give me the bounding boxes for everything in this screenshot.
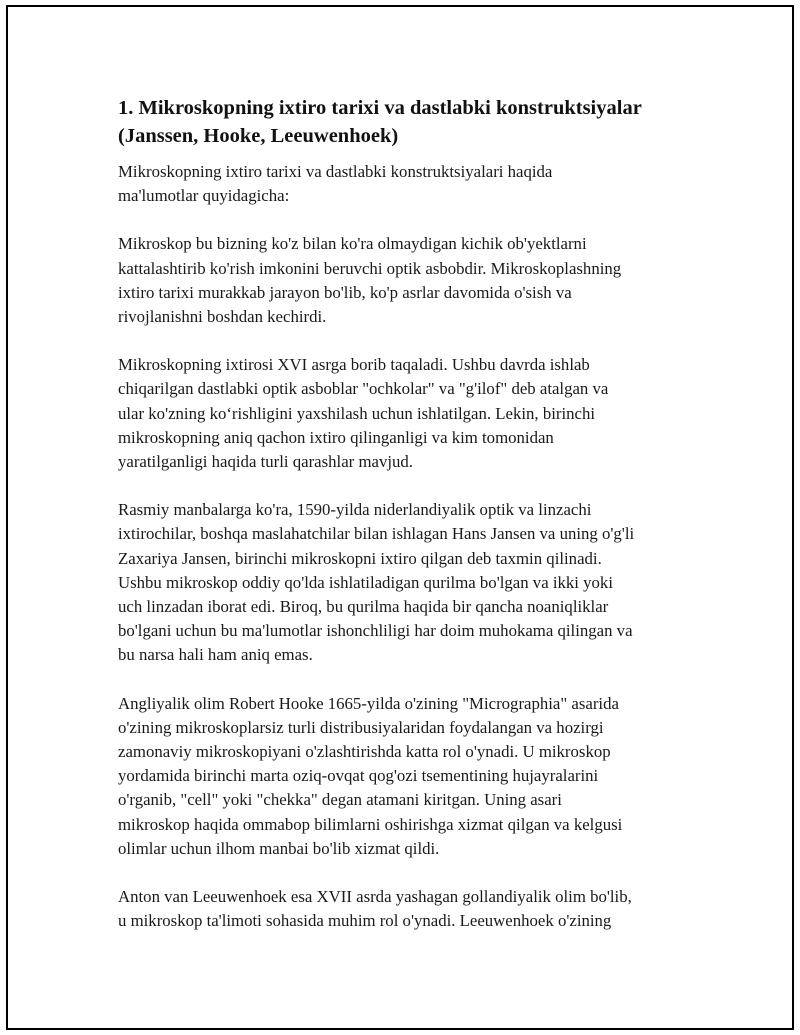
- heading-line: (Janssen, Hooke, Leeuwenhoek): [118, 125, 399, 147]
- text-line: kattalashtirib ko'rish imkonini beruvchi optik asbobdir. Mikroskoplashning: [118, 258, 622, 278]
- text-line: Anton van Leeuwenhoek esa XVII asrda yashagan gollandiyalik olim bo'lib,: [118, 887, 632, 907]
- text-line: ular ko'zning ko‘rishligini yaxshilash uchun ishlatilgan. Lekin, birinchi: [118, 403, 596, 423]
- paragraph-definition: [118, 232, 688, 329]
- paragraph-hooke: [118, 692, 688, 861]
- text-line: olimlar uchun ilhom manbai bo'lib xizmat qildi.: [118, 838, 440, 858]
- text-line: bo'lgani uchun bu ma'lumotlar ishonchliligi har doim muhokama qilingan va: [118, 621, 633, 641]
- text-line: zamonaviy mikroskopiyani o'zlashtirishda katta rol o'ynadi. U mikroskop: [118, 742, 611, 762]
- text-line: u mikroskop ta'limoti sohasida muhim rol o'ynadi. Leeuwenhoek o'zining: [118, 911, 612, 931]
- document-body: [118, 94, 688, 957]
- text-line: Zaxariya Jansen, birinchi mikroskopni ixtiro qilgan deb taxmin qilinadi.: [118, 548, 602, 568]
- paragraph-leeuwenhoek: [118, 885, 688, 933]
- text-line: Mikroskopning ixtiro tarixi va dastlabki konstruktsiyalari haqida: [118, 162, 553, 181]
- heading-line: 1. Mikroskopning ixtiro tarixi va dastlabki konstruktsiyalar: [118, 97, 642, 119]
- text-line: uch linzadan iborat edi. Biroq, bu qurilma haqida bir qancha noaniqliklar: [118, 597, 609, 617]
- paragraph-intro: [118, 160, 688, 208]
- text-line: bu narsa hali ham aniq emas.: [118, 645, 313, 665]
- text-line: Mikroskopning ixtirosi XVI asrga borib taqaladi. Ushbu davrda ishlab: [118, 355, 590, 375]
- text-line: Angliyalik olim Robert Hooke 1665-yilda o'zining "Micrographia" asarida: [118, 693, 619, 713]
- text-line: yaratilganligi haqida turli qarashlar mavjud.: [118, 452, 413, 472]
- text-line: mikroskopning aniq qachon ixtiro qilinganligi va kim tomonidan: [118, 427, 554, 447]
- text-line: chiqarilgan dastlabki optik asboblar "ochkolar" va "g'ilof" deb atalgan va: [118, 379, 609, 399]
- text-line: ixtiro tarixi murakkab jarayon bo'lib, ko'p asrlar davomida o'sish va: [118, 282, 572, 302]
- text-line: rivojlanishni boshdan kechirdi.: [118, 307, 327, 327]
- paragraph-janssen: [118, 498, 688, 667]
- text-line: Rasmiy manbalarga ko'ra, 1590-yilda niderlandiyalik optik va linzachi: [118, 500, 592, 520]
- text-line: yordamida birinchi marta oziq-ovqat qog'ozi tsementining hujayralarini: [118, 766, 599, 786]
- text-line: Ushbu mikroskop oddiy qo'lda ishlatiladigan qurilma bo'lgan va ikki yoki: [118, 572, 613, 592]
- text-line: o'zining mikroskoplarsiz turli distribusiyalaridan foydalangan va hozirgi: [118, 717, 604, 737]
- section-heading: [118, 94, 688, 150]
- text-line: ma'lumotlar quyidagicha:: [118, 186, 290, 206]
- text-line: o'rganib, "cell" yoki "chekka" degan atamani kiritgan. Uning asari: [118, 790, 562, 810]
- text-line: mikroskop haqida ommabop bilimlarni oshirishga xizmat qilgan va kelgusi: [118, 814, 623, 834]
- text-line: ixtirochilar, boshqa maslahatchilar bilan ishlagan Hans Jansen va uning o'g'li: [118, 524, 635, 544]
- paragraph-origins: [118, 353, 688, 474]
- text-line: Mikroskop bu bizning ko'z bilan ko'ra olmaydigan kichik ob'yektlarni: [118, 234, 587, 254]
